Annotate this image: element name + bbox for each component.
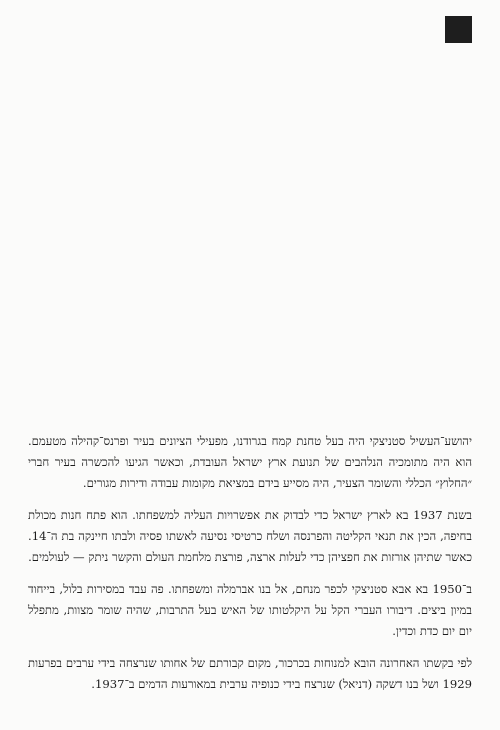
paragraph-4: לפי בקשתו האחרונה הובא למנוחות בכרכור, מקום קבורתם של אחותו שנרצחה בידי ערבים בפרעות 1929 ושל בנו דשקה (דניאל) שנרצח בידי כנופיה ערבית במאורעות הדמים ב־1937. (28, 656, 472, 691)
paragraph-1: יהושע־העשיל סטניצקי היה בעל טחנת קמח בגרודנו, מפעילי הציונים בעיר ופרנס־קהילה מטעמם. הוא היה מתומכיה הנלהבים של תנועת ארץ ישראל העובדת, וכאשר הגיעו להכשרה בעיר חברי ״החלוץ״ הכללי והשומר הצעיר, היה מסייע בידם במציאת מקומות עבודה ודירות מגורים. (28, 434, 472, 490)
paragraph-2: בשנת 1937 בא לארץ ישראל כדי לבדוק את אפשרויות העליה למשפחתו. הוא פתח חנות מכולת בחיפה, הכין את תנאי הקליטה והפרנסה ושלח כרטיסי נסיעה לאשתו פסיה ולבתו חיינקה בת ה־14. כאשר שתיהן אורזות את חפציהן כדי לעלות ארצה, פורצת מלחמת העולם והקשר ניתק — לעולמים. (28, 508, 472, 564)
paragraph-3: ב־1950 בא אבא סטניצקי לכפר מנחם, אל בנו אברמלה ומשפחתו. פה עבד במסירות בלול, בייחוד במיון ביצים. דיבורו העברי הקל על היקלטותו של האיש בעל התרבות, שהיה שומר מצוות, מתפלל יום יום כדת וכדין. (28, 582, 472, 638)
corner-marker (445, 16, 472, 43)
body-text (28, 431, 472, 695)
